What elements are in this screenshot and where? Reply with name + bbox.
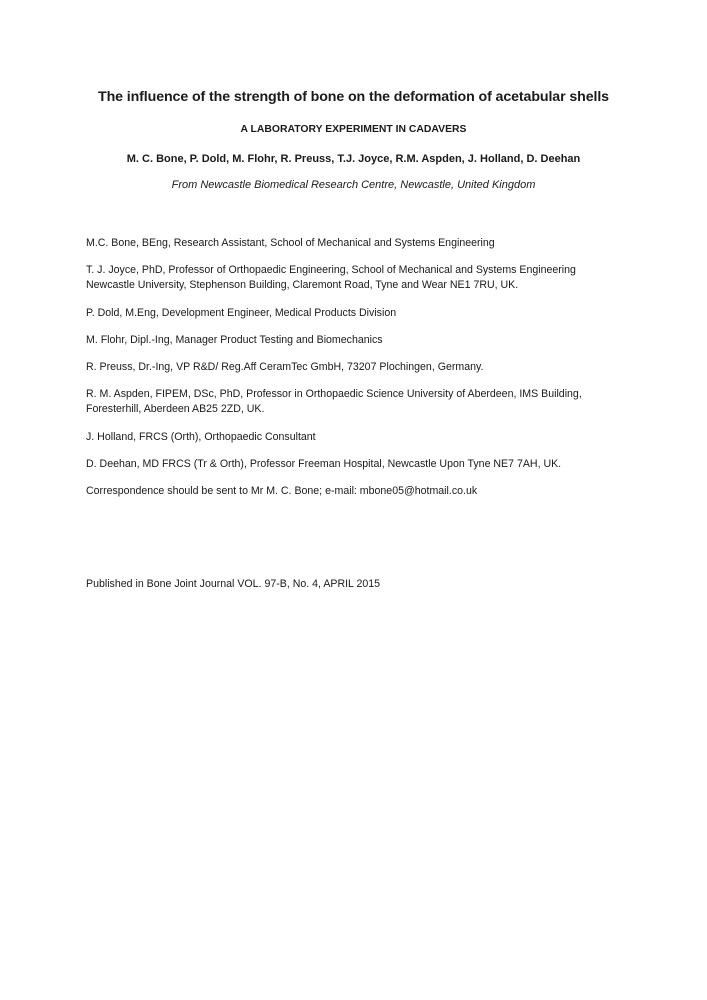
affiliation-list — [86, 236, 626, 512]
publication-note: Published in Bone Joint Journal VOL. 97-B, No. 4, APRIL 2015 — [86, 578, 381, 590]
author-list: M. C. Bone, P. Dold, M. Flohr, R. Preuss, T.J. Joyce, R.M. Aspden, J. Holland, D. Deehan — [126, 153, 581, 165]
institution-line: From Newcastle Biomedical Research Centre, Newcastle, United Kingdom — [171, 179, 536, 191]
affiliation-preuss: R. Preuss, Dr.-Ing, VP R&D/ Reg.Aff CeramTec GmbH, 73207 Plochingen, Germany. — [86, 361, 484, 374]
affiliation-aspden: R. M. Aspden, FIPEM, DSc, PhD, Professor in Orthopaedic Science University of Aberdeen, IMS Building, Foresterhill, Aberdeen AB25 2ZD, UK. — [86, 388, 582, 416]
paper-title: The influence of the strength of bone on the deformation of acetabular shells — [98, 89, 609, 105]
affiliation-joyce: T. J. Joyce, PhD, Professor of Orthopaedic Engineering, School of Mechanical and Systems Engineering Newcastle University, Stephenson Building, Claremont Road, Tyne and Wear NE1 7RU, UK. — [86, 264, 576, 292]
paper-subtitle: A LABORATORY EXPERIMENT IN CADAVERS — [240, 124, 467, 135]
affiliation-flohr: M. Flohr, Dipl.-Ing, Manager Product Testing and Biomechanics — [86, 333, 383, 346]
affiliation-deehan: D. Deehan, MD FRCS (Tr & Orth), Professor Freeman Hospital, Newcastle Upon Tyne NE7 7AH, UK. — [86, 458, 562, 471]
correspondence-line: Correspondence should be sent to Mr M. C. Bone; e-mail: mbone05@hotmail.co.uk — [86, 485, 478, 498]
affiliation-holland: J. Holland, FRCS (Orth), Orthopaedic Consultant — [86, 430, 316, 443]
affiliation-bone: M.C. Bone, BEng, Research Assistant, School of Mechanical and Systems Engineering — [86, 237, 495, 249]
affiliation-dold: P. Dold, M.Eng, Development Engineer, Medical Products Division — [86, 306, 397, 319]
